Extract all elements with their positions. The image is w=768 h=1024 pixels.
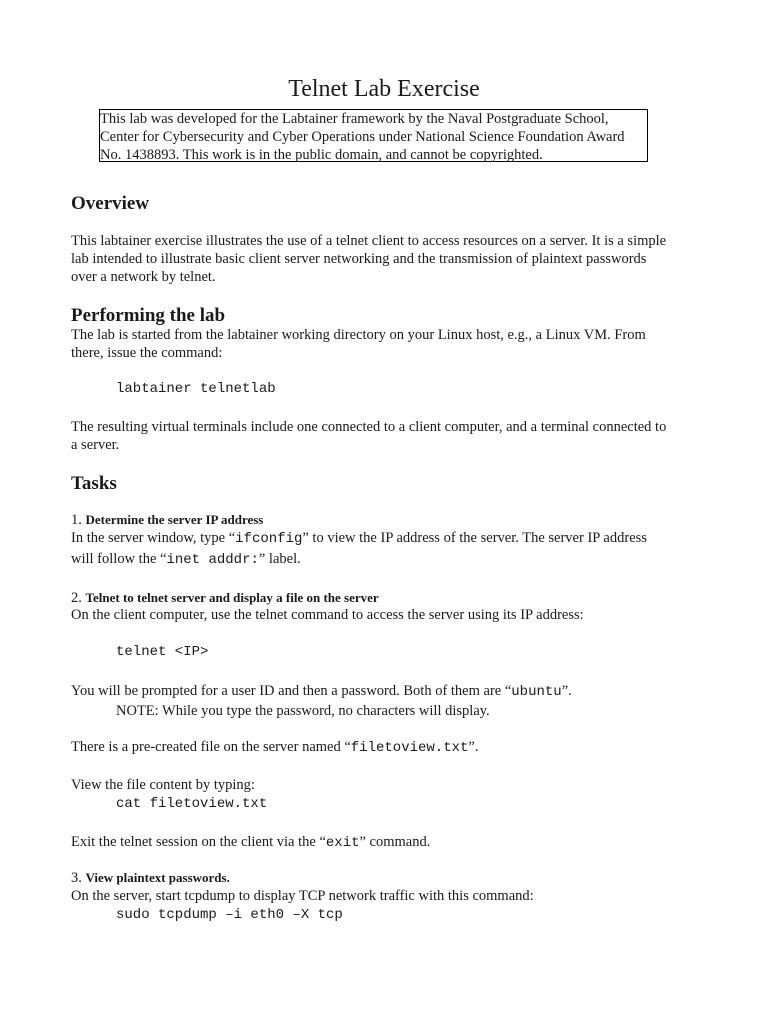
- task3-line: On the server, start tcpdump to display TCP network traffic with this command:: [71, 888, 534, 904]
- telnet-command: telnet <IP>: [116, 644, 209, 660]
- task1-heading: [71, 511, 263, 529]
- task2-prompt-line: [71, 682, 572, 701]
- copyright-notice-box: [99, 109, 648, 162]
- notice-line: No. 1438893. This work is in the public domain, and cannot be copyrighted.: [100, 147, 543, 163]
- tcpdump-command: sudo tcpdump –i eth0 –X tcp: [116, 907, 343, 923]
- task1-line1-text: ” to view the IP address of the server. The server IP address: [302, 530, 647, 546]
- task1-line: [71, 529, 647, 548]
- task2-prompt-text: ”.: [561, 683, 572, 699]
- performing-after-line: The resulting virtual terminals include one connected to a client computer, and a terminal connected to: [71, 419, 667, 435]
- overview-line: lab intended to illustrate basic client server networking and the transmission of plaintext passwords: [71, 251, 647, 267]
- notice-line: This lab was developed for the Labtainer framework by the Naval Postgraduate School,: [100, 111, 609, 127]
- document-title: Telnet Lab Exercise: [288, 76, 480, 102]
- task1-line: [71, 550, 301, 569]
- ifconfig-code: ifconfig: [235, 531, 303, 547]
- task2-line: On the client computer, use the telnet command to access the server using its IP address:: [71, 607, 584, 623]
- task2-file-line: [71, 738, 478, 757]
- task2-exit-text: Exit the telnet session on the client via the “: [71, 834, 326, 850]
- task1-number: 1.: [71, 512, 86, 528]
- task2-file-text: ”.: [468, 739, 479, 755]
- task1-title: Determine the server IP address: [85, 512, 264, 527]
- overview-heading: Overview: [71, 193, 150, 214]
- task3-number: 3.: [71, 870, 86, 886]
- task2-file-text: There is a pre-created file on the server named “: [71, 739, 351, 755]
- password-note: NOTE: While you type the password, no characters will display.: [116, 703, 490, 719]
- ubuntu-code: ubuntu: [511, 684, 562, 700]
- performing-line: there, issue the command:: [71, 345, 223, 361]
- task2-title: Telnet to telnet server and display a file on the server: [85, 590, 379, 605]
- performing-after-line: a server.: [71, 437, 120, 453]
- filetoview-code: filetoview.txt: [350, 740, 469, 756]
- task2-exit-text: ” command.: [359, 834, 431, 850]
- task1-line2-text: will follow the “: [71, 551, 167, 567]
- task2-heading: [71, 589, 379, 607]
- task3-heading: [71, 869, 230, 887]
- inet-addr-code: inet adddr:: [166, 552, 259, 568]
- overview-line: over a network by telnet.: [71, 269, 216, 285]
- cat-command: cat filetoview.txt: [116, 796, 268, 812]
- task1-line1-text: In the server window, type “: [71, 530, 236, 546]
- overview-line: This labtainer exercise illustrates the use of a telnet client to access resources on a server. It is a simple: [71, 233, 667, 249]
- task1-line2-text: ” label.: [258, 551, 301, 567]
- performing-heading: Performing the lab: [71, 305, 226, 326]
- tasks-heading: Tasks: [71, 473, 117, 494]
- labtainer-command: labtainer telnetlab: [116, 381, 276, 397]
- notice-line: Center for Cybersecurity and Cyber Operations under National Science Foundation Award: [100, 129, 625, 145]
- task3-title: View plaintext passwords.: [85, 870, 230, 885]
- task2-prompt-text: You will be prompted for a user ID and then a password. Both of them are “: [71, 683, 512, 699]
- exit-code: exit: [325, 835, 360, 851]
- task2-number: 2.: [71, 590, 86, 606]
- task2-view-line: View the file content by typing:: [71, 777, 255, 793]
- performing-line: The lab is started from the labtainer working directory on your Linux host, e.g., a Linux VM. From: [71, 327, 646, 343]
- task2-exit-line: [71, 833, 430, 852]
